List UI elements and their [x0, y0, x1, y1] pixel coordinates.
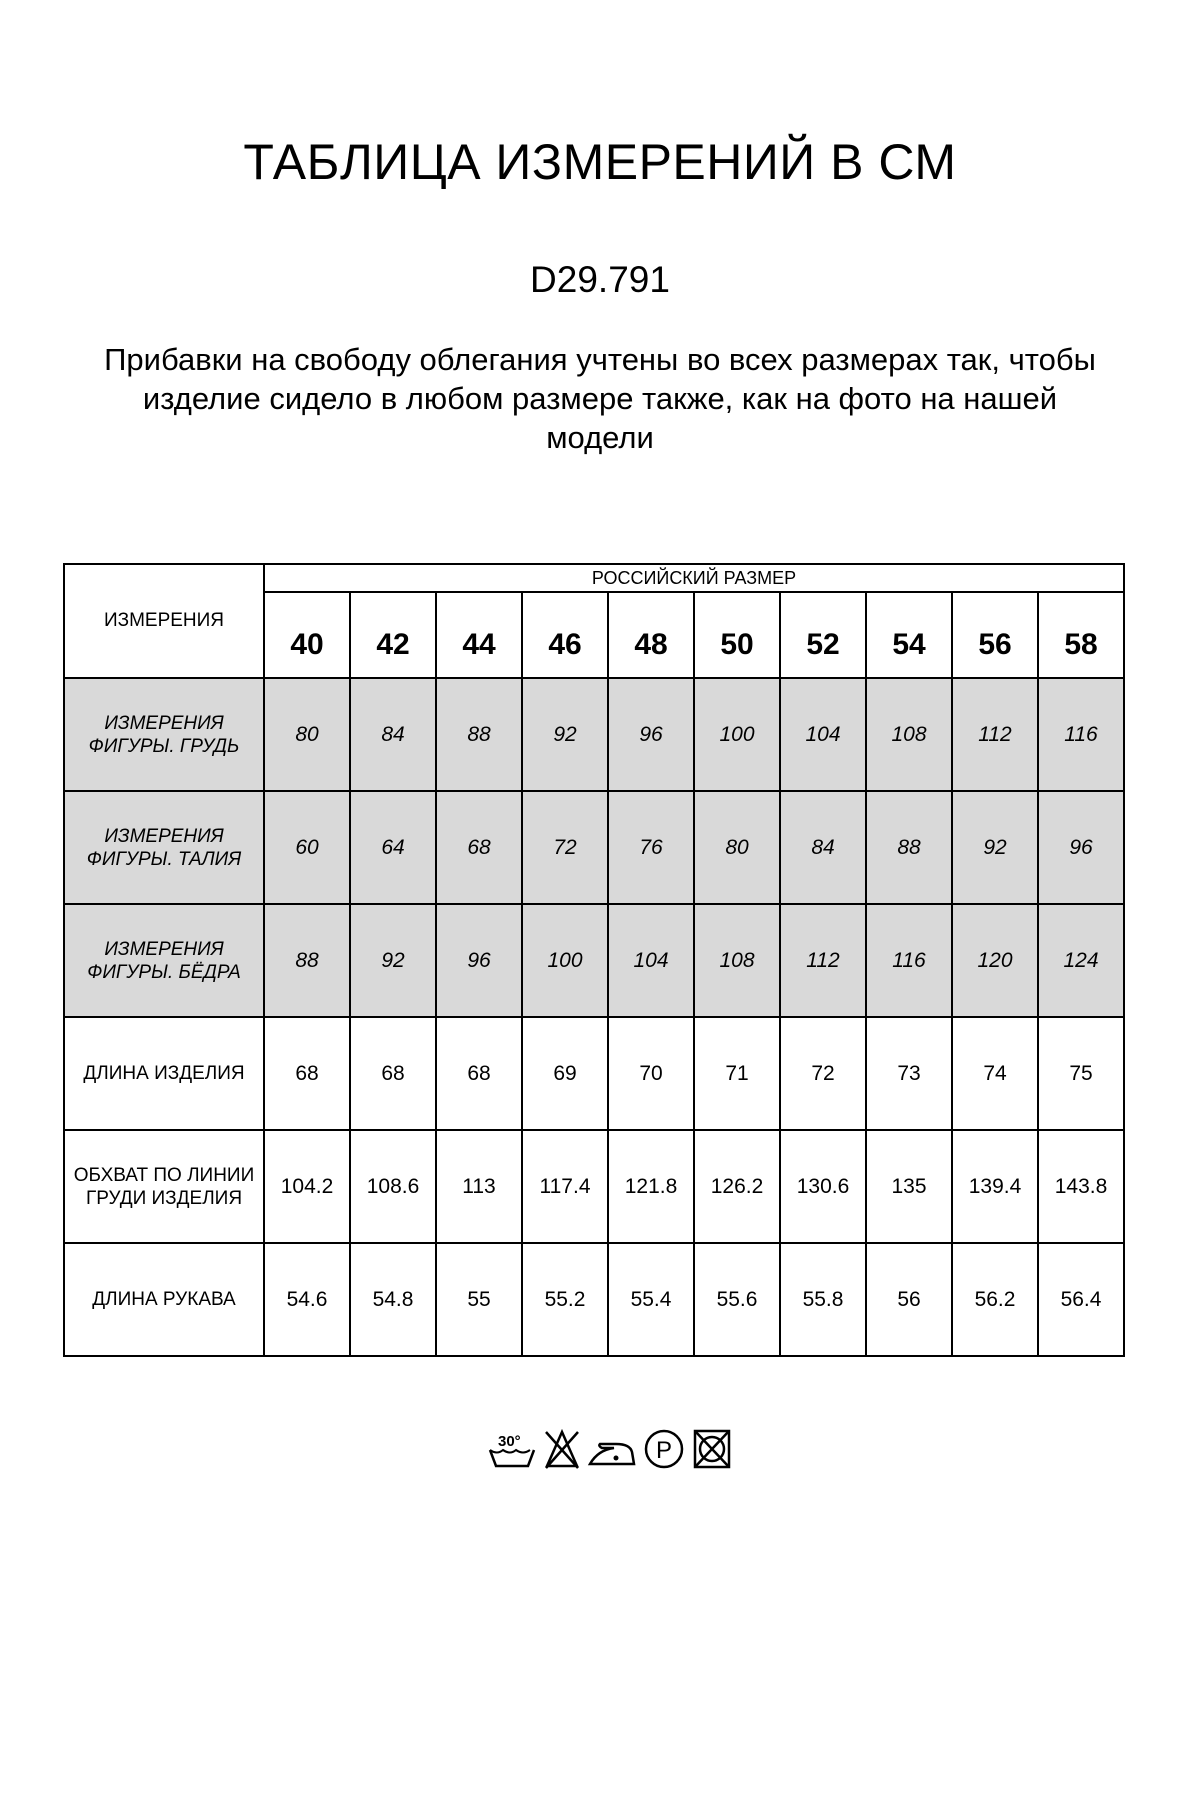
table-cell: 130.6 — [780, 1130, 866, 1243]
header-row-top — [64, 564, 1124, 592]
table-cell: 55.4 — [608, 1243, 694, 1356]
table-cell: 54.6 — [264, 1243, 350, 1356]
table-cell: 88 — [436, 678, 522, 791]
care-instructions — [486, 1424, 746, 1474]
table-row — [64, 1017, 1124, 1130]
table-row — [64, 1243, 1124, 1356]
table-cell: 88 — [866, 791, 952, 904]
size-table — [63, 563, 1125, 1357]
size-48: 48 — [608, 592, 694, 678]
size-40: 40 — [264, 592, 350, 678]
dry-clean-letter: P — [655, 1437, 673, 1464]
size-46: 46 — [522, 592, 608, 678]
table-row — [64, 1130, 1124, 1243]
table-cell: 96 — [436, 904, 522, 1017]
table-cell: 108 — [694, 904, 780, 1017]
table-cell: 126.2 — [694, 1130, 780, 1243]
table-cell: 96 — [1038, 791, 1124, 904]
table-cell: 108.6 — [350, 1130, 436, 1243]
table-cell: 116 — [1038, 678, 1124, 791]
table-cell: 92 — [522, 678, 608, 791]
size-42: 42 — [350, 592, 436, 678]
table-cell: 120 — [952, 904, 1038, 1017]
table-cell: 100 — [522, 904, 608, 1017]
size-44: 44 — [436, 592, 522, 678]
table-cell: 56.2 — [952, 1243, 1038, 1356]
table-cell: 55.8 — [780, 1243, 866, 1356]
iron-low-icon — [586, 1424, 638, 1474]
table-cell: 112 — [780, 904, 866, 1017]
no-tumble-dry-icon — [690, 1424, 734, 1474]
table-cell: 92 — [350, 904, 436, 1017]
table-cell: 84 — [350, 678, 436, 791]
table-cell: 69 — [522, 1017, 608, 1130]
table-cell: 56.4 — [1038, 1243, 1124, 1356]
table-cell: 84 — [780, 791, 866, 904]
table-cell: 72 — [522, 791, 608, 904]
size-58: 58 — [1038, 592, 1124, 678]
table-cell: 75 — [1038, 1017, 1124, 1130]
table-cell: 70 — [608, 1017, 694, 1130]
table-cell: 55.6 — [694, 1243, 780, 1356]
fit-note: Прибавки на свободу облегания учтены во всех размерах так, чтобы изделие сидело в любом размере также, как на фото на нашей модели — [104, 342, 1096, 455]
table-cell: 68 — [436, 1017, 522, 1130]
table-cell: 88 — [264, 904, 350, 1017]
row-label: ИЗМЕРЕНИЯ ФИГУРЫ. БЁДРА — [64, 904, 264, 1017]
table-cell: 124 — [1038, 904, 1124, 1017]
row-label: ИЗМЕРЕНИЯ ФИГУРЫ. ТАЛИЯ — [64, 791, 264, 904]
no-bleach-icon — [542, 1424, 582, 1474]
table-cell: 68 — [436, 791, 522, 904]
table-row — [64, 904, 1124, 1017]
table-cell: 68 — [350, 1017, 436, 1130]
table-row — [64, 678, 1124, 791]
table-cell: 80 — [264, 678, 350, 791]
table-cell: 56 — [866, 1243, 952, 1356]
table-cell: 76 — [608, 791, 694, 904]
table-cell: 104.2 — [264, 1130, 350, 1243]
row-label: ДЛИНА ИЗДЕЛИЯ — [64, 1017, 264, 1130]
table-cell: 112 — [952, 678, 1038, 791]
wash-temperature-label: 30° — [498, 1433, 521, 1450]
size-54: 54 — [866, 592, 952, 678]
table-cell: 100 — [694, 678, 780, 791]
row-label: ИЗМЕРЕНИЯ ФИГУРЫ. ГРУДЬ — [64, 678, 264, 791]
table-cell: 55 — [436, 1243, 522, 1356]
size-52: 52 — [780, 592, 866, 678]
table-cell: 64 — [350, 791, 436, 904]
table-cell: 116 — [866, 904, 952, 1017]
table-cell: 135 — [866, 1130, 952, 1243]
size-50: 50 — [694, 592, 780, 678]
page-title: ТАБЛИЦА ИЗМЕРЕНИЙ В СМ — [243, 134, 957, 190]
table-cell: 104 — [780, 678, 866, 791]
table-cell: 121.8 — [608, 1130, 694, 1243]
table-cell: 73 — [866, 1017, 952, 1130]
table-cell: 68 — [264, 1017, 350, 1130]
table-cell: 55.2 — [522, 1243, 608, 1356]
table-cell: 60 — [264, 791, 350, 904]
table-cell: 113 — [436, 1130, 522, 1243]
table-cell: 139.4 — [952, 1130, 1038, 1243]
table-cell: 74 — [952, 1017, 1038, 1130]
measurements-header: ИЗМЕРЕНИЯ — [64, 564, 264, 678]
size-56: 56 — [952, 592, 1038, 678]
article-number: D29.791 — [530, 259, 670, 300]
table-cell: 104 — [608, 904, 694, 1017]
table-row — [64, 791, 1124, 904]
table-cell: 92 — [952, 791, 1038, 904]
table-cell: 143.8 — [1038, 1130, 1124, 1243]
row-label: ДЛИНА РУКАВА — [64, 1243, 264, 1356]
table-cell: 71 — [694, 1017, 780, 1130]
table-cell: 108 — [866, 678, 952, 791]
table-cell: 96 — [608, 678, 694, 791]
table-cell: 117.4 — [522, 1130, 608, 1243]
dry-clean-p-icon — [642, 1424, 686, 1474]
row-label: ОБХВАТ ПО ЛИНИИ ГРУДИ ИЗДЕЛИЯ — [64, 1130, 264, 1243]
table-cell: 54.8 — [350, 1243, 436, 1356]
wash-30-icon — [486, 1424, 538, 1474]
russian-size-header: РОССИЙСКИЙ РАЗМЕР — [264, 564, 1124, 592]
table-cell: 80 — [694, 791, 780, 904]
table-cell: 72 — [780, 1017, 866, 1130]
